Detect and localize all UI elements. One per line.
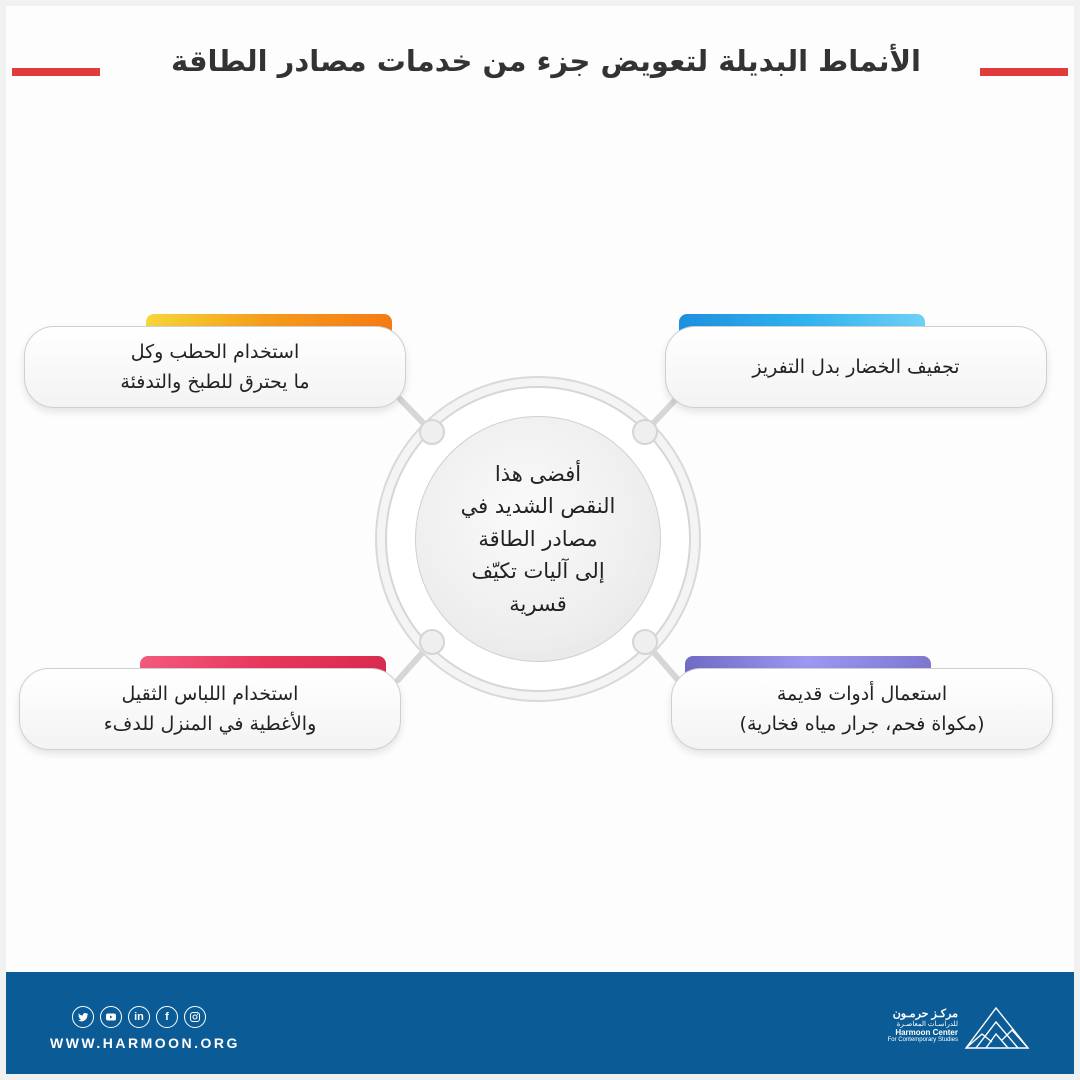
logo-name-ar: مركـز حرمـون (892, 1008, 958, 1020)
card-text: تجفيف الخضار بدل التفريز (752, 355, 960, 378)
social-links (72, 1006, 206, 1028)
logo-subtitle-en: For Contemporary Studies (887, 1037, 958, 1043)
connector-node-bottom-left (419, 629, 445, 655)
card-bottom-left (19, 668, 401, 750)
facebook-icon[interactable]: f (156, 1006, 178, 1028)
card-bottom-right (671, 668, 1053, 750)
card-top-right (665, 326, 1047, 408)
logo-subtitle-ar: للدراسـات المعاصـرة (896, 1021, 958, 1028)
youtube-icon[interactable] (100, 1006, 122, 1028)
instagram-icon[interactable] (184, 1006, 206, 1028)
connector-node-top-right (632, 419, 658, 445)
page-title: الأنماط البديلة لتعويض جزء من خدمات مصادر الطاقة (170, 44, 921, 78)
mountain-logo-icon (962, 1004, 1032, 1050)
connector-node-bottom-right (632, 629, 658, 655)
card-top-left (24, 326, 406, 408)
linkedin-icon[interactable]: in (128, 1006, 150, 1028)
connector-node-top-left (419, 419, 445, 445)
card-text: استخدام الحطب وكل ما يحترق للطبخ والتدفئة (120, 340, 310, 393)
card-text: استخدام اللباس الثقيل والأغطية في المنزل للدفء (103, 682, 317, 735)
logo-name-en: Harmoon Center (895, 1028, 958, 1037)
card-text: استعمال أدوات قديمة (مكواة فحم، جرار مياه فخارية) (739, 682, 985, 735)
twitter-icon[interactable] (72, 1006, 94, 1028)
website-link[interactable]: WWW.HARMOON.ORG (50, 1035, 240, 1051)
logo-text (880, 1007, 958, 1043)
center-hub (415, 416, 661, 662)
center-text: أفضى هذا النقص الشديد في مصادر الطاقة إلى آليات تكيّف قسرية (460, 461, 616, 616)
